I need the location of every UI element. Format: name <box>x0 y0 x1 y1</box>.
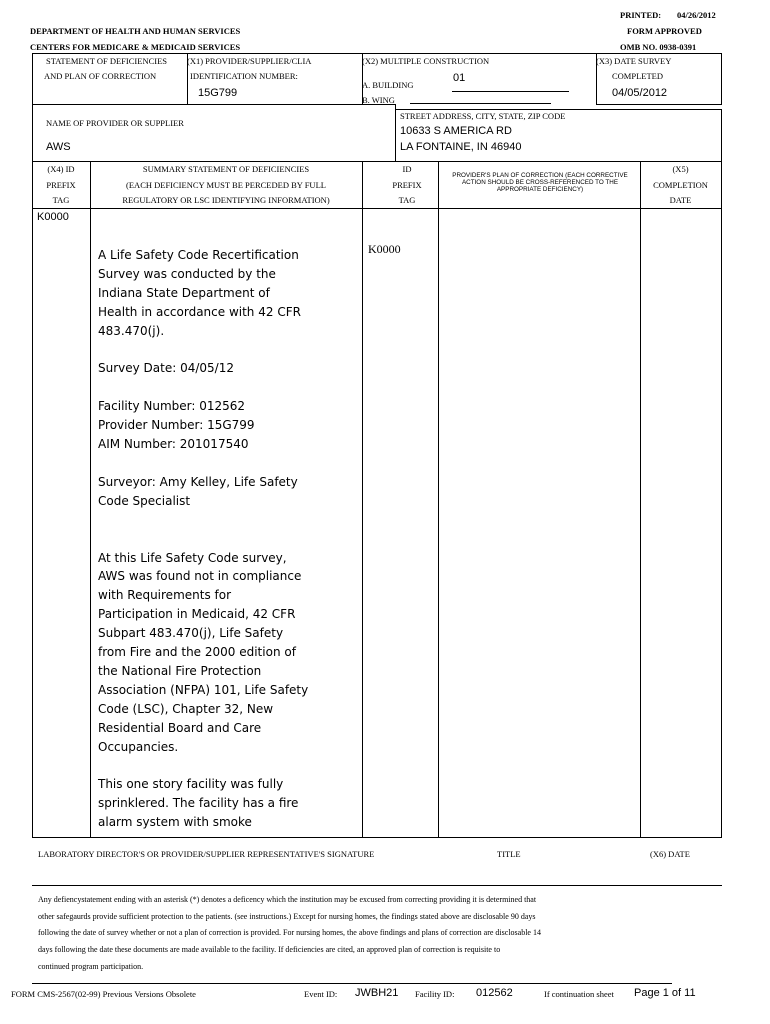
summary-statement: A Life Safety Code Recertification Survey was conducted by the Indiana State Department of Health in accordance with 42 CFR 483.470(j). Survey Date: 04/05/12 Facility Number: 012562 Provider Number: 15G799 AIM Number: 201017540 Surveyor: Amy Kelley, Life Safety Code Specialist At this Life Safety Code survey, AWS was found not in compliance with Requirements for Participation in Medicaid, 42 CFR Subpart 483.470(j), Life Safety from Fire and the 2000 edition of the National Fire Protection Association (NFPA) 101, Life Safety Code (LSC), Chapter 32, New Residential Board and Care Occupancies. This one story facility was fully sprinklered. The facility has a fire alarm system with smoke <box>98 248 309 830</box>
id-header-3: TAG <box>398 195 416 205</box>
wing-underline <box>410 103 551 104</box>
rule-address-left <box>395 104 396 161</box>
x4-header-1: (X4) ID <box>47 164 75 174</box>
centers-title: CENTERS FOR MEDICARE & MEDICAID SERVICES <box>30 42 241 52</box>
department-title: DEPARTMENT OF HEALTH AND HUMAN SERVICES <box>30 26 241 36</box>
rule-left-provider <box>32 104 33 161</box>
address-label: STREET ADDRESS, CITY, STATE, ZIP CODE <box>400 111 566 121</box>
continuation-label: If continuation sheet <box>544 989 614 999</box>
statement-label-2: AND PLAN OF CORRECTION <box>44 71 157 81</box>
rule-under-provider <box>32 161 722 162</box>
rule-left-top <box>32 53 33 104</box>
title-label: TITLE <box>497 849 521 859</box>
rule-under-top-left <box>32 104 396 105</box>
form-approved: FORM APPROVED <box>627 26 702 36</box>
building-label: A. BUILDING <box>362 80 414 90</box>
x3-label-1: (X3) DATE SURVEY <box>596 56 672 66</box>
event-id-value: JWBH21 <box>355 987 399 999</box>
rule-above-footer <box>32 983 672 984</box>
id-header-1: ID <box>402 164 412 174</box>
rule-col-plan <box>640 161 641 837</box>
wing-label: B. WING <box>362 95 395 105</box>
address-line-1: 10633 S AMERICA RD <box>400 125 512 137</box>
x5-header-3: DATE <box>669 195 692 205</box>
rule-under-columns <box>32 208 722 209</box>
x5-header-1: (X5) <box>672 164 689 174</box>
correction-tag: K0000 <box>368 242 401 256</box>
provider-name-value: AWS <box>46 141 71 153</box>
statement-label-1: STATEMENT OF DEFICIENCIES <box>46 56 168 66</box>
summary-header-1: SUMMARY STATEMENT OF DEFICIENCIES <box>142 164 310 174</box>
x6-date-label: (X6) DATE <box>650 849 690 859</box>
x1-label-2: IDENTIFICATION NUMBER: <box>190 71 298 81</box>
survey-date-value: 04/05/2012 <box>612 87 668 99</box>
rule-body-bottom <box>32 837 722 838</box>
building-underline <box>452 91 569 92</box>
x2-label: (X2) MULTIPLE CONSTRUCTION <box>362 56 490 66</box>
printed-date: 04/26/2012 <box>677 10 716 20</box>
x1-label-1: (X1) PROVIDER/SUPPLIER/CLIA <box>187 56 312 66</box>
x4-header-3: TAG <box>52 195 70 205</box>
rule-col-x4 <box>90 161 91 837</box>
deficiency-tag: K0000 <box>37 211 69 223</box>
omb-number: OMB NO. 0938-0391 <box>620 42 697 52</box>
form-number: FORM CMS-2567(02-99) Previous Versions Obsolete <box>11 989 196 999</box>
address-line-2: LA FONTAINE, IN 46940 <box>400 141 522 153</box>
event-id-label: Event ID: <box>304 989 338 999</box>
plan-header: PROVIDER'S PLAN OF CORRECTION (EACH CORRECTIVE ACTION SHOULD BE CROSS-REFERENCED TO THE APPROPRIATE DEFICIENCY) <box>452 172 628 193</box>
rule-right-top <box>721 53 722 104</box>
x4-header-2: PREFIX <box>46 180 76 190</box>
facility-id-value: 012562 <box>476 987 513 999</box>
id-header-2: PREFIX <box>392 180 422 190</box>
x5-header-2: COMPLETION <box>653 180 708 190</box>
rule-col-right <box>721 161 722 837</box>
disclaimer-text: Any defiencystatement ending with an asterisk (*) denotes a deficency which the institution may be excused from correcting providing it is determined that other safegaurds provide sufficient protection to the patients. (see instructions.) Except for nursing homes, the findings stated above are disclosable 90 days following the date of survey whether or not a plan of correction is provided. For nursing homes, the above findings and plans of correction are disclosable 14 days following the date these documents are made available to the facility. If deficiencies are cited, an approved plan of correction is requisite to continued program participation. <box>38 895 541 971</box>
rule-under-signature <box>32 885 722 886</box>
provider-id-value: 15G799 <box>198 87 238 99</box>
rule-right-provider <box>721 109 722 161</box>
facility-id-label: Facility ID: <box>415 989 455 999</box>
rule-col-left <box>32 161 33 837</box>
building-value: 01 <box>453 72 466 84</box>
page-number: Page 1 of 11 <box>634 987 696 999</box>
summary-header-3: REGULATORY OR LSC IDENTIFYING INFORMATION) <box>122 195 330 205</box>
rule-col-summary <box>362 161 363 837</box>
rule-col-id <box>438 161 439 837</box>
rule-top <box>32 53 722 54</box>
rule-under-top-right <box>596 104 722 105</box>
rule-address-top <box>395 109 722 110</box>
summary-header-2: (EACH DEFICIENCY MUST BE PERCEDED BY FULL <box>126 180 326 190</box>
signature-label: LABORATORY DIRECTOR'S OR PROVIDER/SUPPLIER REPRESENTATIVE'S SIGNATURE <box>38 849 375 859</box>
provider-name-label: NAME OF PROVIDER OR SUPPLIER <box>46 118 184 128</box>
printed-label: PRINTED: <box>620 10 662 20</box>
x3-label-2: COMPLETED <box>612 71 663 81</box>
